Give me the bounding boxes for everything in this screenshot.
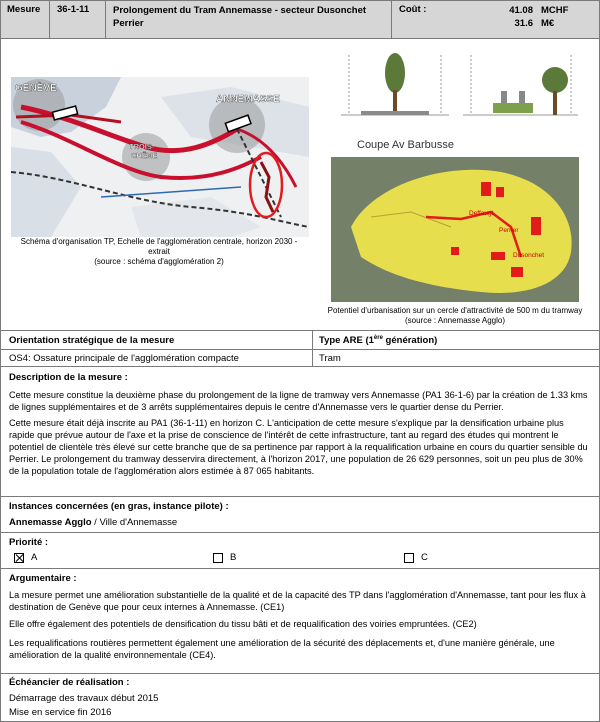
mesure-label: Mesure [7, 4, 41, 15]
cost-values: 41.08 31.6 [509, 5, 533, 29]
instances-label: Instances concernées (en gras, instance pilote) : [9, 501, 229, 512]
illustrations [1, 39, 599, 331]
aerial-urbanisation-map [331, 157, 579, 302]
priority-a-label: A [31, 552, 38, 563]
cout-label: Coût : [399, 4, 427, 15]
cost-units: MCHF M€ [541, 5, 569, 29]
echeancier-line-1: Démarrage des travaux début 2015 [9, 693, 159, 704]
cross-section-2 [463, 45, 578, 127]
priorite-section [1, 533, 599, 569]
description-section [1, 367, 599, 497]
priority-b-checkbox[interactable] [213, 553, 223, 563]
orientation-label: Orientation stratégique de la mesure [9, 335, 175, 346]
tp-schema-map [11, 77, 309, 237]
description-paragraph-2: Cette mesure était déjà inscrite au PA1 (36-1-11) en horizon C. L'anticipation de cette mesure s'explique par la densification urbaine plus rapide que prévue autour de l'axe et la prise de conscience de l'intérêt de cette infrastructure, tant au regard des études qui montrent le potentiel de clientèle très élevé sur cette branche que de sa pertinence par rapport à la requalification urbaine en cours du quartier sensible du Perrier. Le prolongement du tramway desservira directement, à l'horizon 2017, une population de 26 629 personnes, soit un peu plus de 30% de la population totale de l'agglomération alors estimée à 87 065 habitants. [9, 418, 588, 476]
caption-right: Potentiel d'urbanisation sur un cercle d'attractivité de 500 m du tramway (source : Annemasse Agglo) [327, 306, 583, 325]
aerial-label-dusonchet: Dusonchet [513, 252, 545, 259]
orientation-value: OS4: Ossature principale de l'agglomération compacte [9, 353, 239, 364]
argumentaire-paragraph-1: La mesure permet une amélioration substantielle de la qualité et de la capacité des TP dans l'agglomération d'Annemasse, tant pour les flux à destination de Genève que pour ceux internes à Annemasse. (CE1) [9, 590, 586, 612]
priorite-label: Priorité : [9, 537, 49, 548]
description-paragraph-1: Cette mesure constitue la deuxième phase du prolongement de la ligne de tramway vers Annemasse (PA1 36-1-6) par la création de 1.33 kms de lignes supplémentaires et de 3 arrêts supplémentaires depuis le centre d'Annemasse vers le quartier dense du Perrier. [9, 390, 588, 412]
echeancier-line-2: Mise en service fin 2016 [9, 707, 112, 718]
description-label: Description de la mesure : [9, 372, 128, 383]
mesure-title: Prolongement du Tram Annemasse - secteur Dusonchet Perrier [113, 5, 367, 29]
svg-text:CHÊNE: CHÊNE [131, 151, 158, 160]
argumentaire-paragraph-2: Elle offre également des potentiels de densification du tissu bâti et de requalification des voiries empruntées. (CE2) [9, 619, 477, 629]
priority-c-checkbox[interactable] [404, 553, 414, 563]
echeancier-label: Échéancier de réalisation : [9, 677, 130, 688]
argumentaire-section [1, 569, 599, 674]
type-are-value: Tram [319, 353, 341, 364]
map-label-geneve: GENÈVE [15, 83, 57, 94]
priority-c-label: C [421, 552, 428, 563]
priority-a-checkbox[interactable] [14, 553, 24, 563]
echeancier-section [1, 674, 599, 721]
argumentaire-label: Argumentaire : [9, 573, 77, 584]
mesure-code: 36-1-11 [57, 4, 90, 15]
caption-left: Schéma d'organisation TP, Echelle de l'agglomération centrale, horizon 2030 - extrait (source : schéma d'agglomération 2) [20, 237, 298, 266]
coupe-label: Coupe Av Barbusse [357, 139, 455, 151]
aerial-label-perrier: Perrier [499, 227, 519, 234]
aerial-label-deffaugt: Deffaugt [469, 210, 494, 217]
type-are-label: Type ARE (1ère génération) [319, 335, 438, 347]
header-bar [1, 1, 599, 39]
priority-b-label: B [230, 552, 237, 563]
argumentaire-paragraph-3: Les requalifications routières permettent également une amélioration de la sécurité des déplacements et, d'une manière générale, une amélioration de la qualité environnementale (CE4). [9, 638, 555, 660]
instances-value: Annemasse Agglo / Ville d'Annemasse [9, 517, 178, 528]
orientation-section [1, 331, 599, 367]
map-label-annemasse: ANNEMASSE [216, 94, 280, 105]
cross-section-1 [341, 45, 449, 127]
map-label-trois-chene: TROIS- [129, 142, 155, 151]
instances-section [1, 497, 599, 533]
